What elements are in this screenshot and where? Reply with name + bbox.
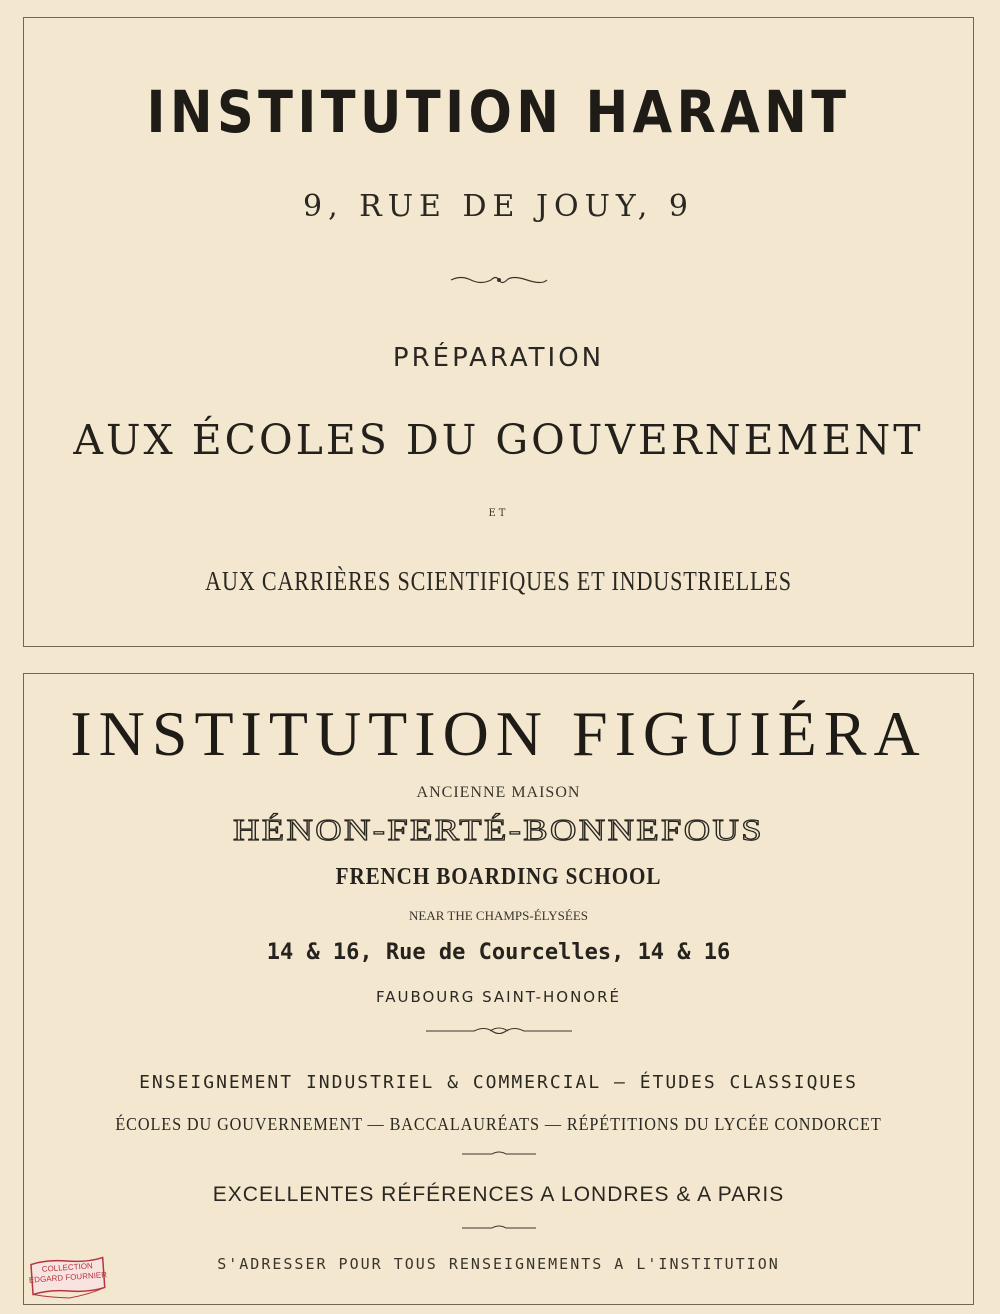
former-names: HÉNON-FERTÉ-BONNEFOUS [232, 812, 765, 847]
district: FAUBOURG SAINT-HONORÉ [375, 988, 622, 1006]
conjunction-et: ET [488, 508, 509, 519]
flourish-ornament-icon [449, 273, 549, 287]
preparation-label: PRÉPARATION [392, 343, 605, 373]
preparation-schools: AUX ÉCOLES DU GOUVERNEMENT [73, 416, 924, 464]
stamp-text: COLLECTION EDGARD FOURNIER [28, 1261, 108, 1285]
figuiera-address: 14 & 16, Rue de Courcelles, 14 & 16 [266, 940, 731, 965]
harant-address: 9, RUE DE JOUY, 9 [303, 189, 694, 224]
collection-stamp [27, 1253, 110, 1302]
contact-line: S'ADRESSER POUR TOUS RENSEIGNEMENTS A L'INSTITUTION [217, 1255, 780, 1273]
harant-advertisement [23, 17, 974, 647]
ancienne-maison: ANCIENNE MAISON [416, 784, 581, 801]
flourish-ornament-icon [424, 1024, 574, 1038]
teaching-line: ENSEIGNEMENT INDUSTRIEL & COMMERCIAL — ÉTUDES CLASSIQUES [139, 1072, 858, 1093]
harant-title: INSTITUTION HARANT [146, 78, 851, 146]
divider-ornament-icon [462, 1223, 536, 1233]
figuiera-advertisement [23, 673, 974, 1305]
references-line: EXCELLENTES RÉFÉRENCES A LONDRES & A PARIS [212, 1183, 785, 1206]
divider-ornament-icon [462, 1149, 536, 1159]
schools-line: ÉCOLES DU GOUVERNEMENT — BACCALAURÉATS — RÉPÉTITIONS DU LYCÉE CONDORCET [115, 1114, 882, 1134]
near-champs-elysees: NEAR THE CHAMPS-ÉLYSÉES [408, 908, 589, 923]
boarding-school-label: FRENCH BOARDING SCHOOL [335, 864, 662, 890]
careers-line: AUX CARRIÈRES SCIENTIFIQUES ET INDUSTRIELLES [205, 566, 792, 596]
figuiera-title: INSTITUTION FIGUIÉRA [70, 698, 927, 769]
